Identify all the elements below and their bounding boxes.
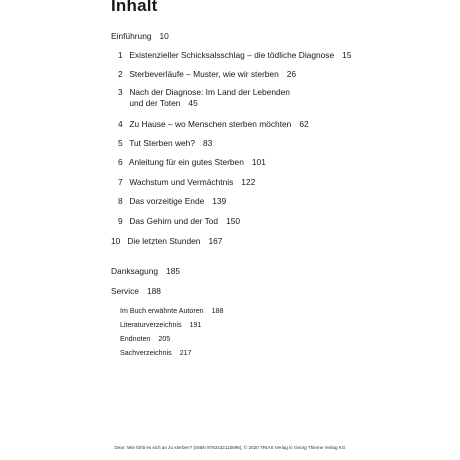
chapter-title: Zu Hause – wo Menschen sterben möchten — [129, 119, 292, 129]
chapter-number: 7 — [118, 177, 123, 187]
toc-chapter-8[interactable] — [118, 196, 226, 207]
toc-chapter-4[interactable] — [118, 119, 309, 130]
chapter-page: 45 — [188, 98, 198, 108]
toc-entry-label: Im Buch erwähnte Autoren — [120, 307, 204, 315]
toc-chapter-5[interactable] — [118, 138, 212, 149]
chapter-title: Sterbeverläufe – Muster, wie wir sterben — [129, 69, 279, 79]
toc-entry-page: 10 — [159, 31, 169, 41]
toc-entry-label: Sachverzeichnis — [120, 349, 172, 357]
chapter-number: 10 — [111, 236, 121, 246]
chapter-page: 62 — [299, 119, 309, 129]
chapter-number: 2 — [118, 69, 123, 79]
toc-entry-intro[interactable] — [111, 31, 169, 42]
copyright-footer: Dear: Wie fühlt es sich an zu sterben? (ISBN 9783432110896), © 2020 TRIAS Verlag in Georg Thieme Verlag KG — [114, 445, 346, 450]
chapter-page: 122 — [241, 177, 256, 187]
chapter-number: 4 — [118, 119, 123, 129]
chapter-number: 1 — [118, 50, 123, 60]
toc-service-item-authors[interactable] — [120, 306, 223, 317]
chapter-number: 3 — [118, 87, 123, 97]
toc-service-item-bibliography[interactable] — [120, 320, 201, 331]
toc-entry-label: Service — [111, 286, 139, 296]
chapter-page: 150 — [226, 216, 241, 226]
toc-chapter-6[interactable] — [118, 157, 266, 168]
chapter-title-continued: und der Toten — [129, 98, 181, 108]
chapter-number: 6 — [118, 157, 123, 167]
toc-entry-label: Danksagung — [111, 266, 159, 276]
chapter-title: Die letzten Stunden — [127, 236, 201, 246]
chapter-title: Nach der Diagnose: Im Land der Lebenden — [129, 87, 290, 97]
toc-chapter-2[interactable] — [118, 69, 296, 80]
toc-service-item-endnotes[interactable] — [120, 334, 170, 345]
chapter-page: 15 — [342, 50, 352, 60]
toc-entry-label: Einführung — [111, 31, 152, 41]
chapter-title: Das Gehirn und der Tod — [129, 216, 219, 226]
chapter-number: 9 — [118, 216, 123, 226]
chapter-page: 26 — [286, 69, 297, 79]
toc-chapter-3[interactable] — [118, 87, 290, 109]
chapter-number: 8 — [118, 196, 123, 206]
chapter-number: 5 — [118, 138, 123, 148]
toc-entry-page: 205 — [158, 335, 171, 343]
chapter-title: Existenzieller Schicksalsschlag – die tödliche Diagnose — [129, 50, 335, 60]
toc-entry-page: 217 — [179, 349, 192, 357]
chapter-page: 83 — [203, 138, 213, 148]
toc-entry-label: Endnoten — [120, 335, 151, 343]
toc-entry-page: 188 — [146, 286, 161, 296]
toc-entry-acknowledgements[interactable] — [111, 266, 180, 277]
toc-entry-page: 185 — [166, 266, 181, 276]
page-title: Inhalt — [111, 0, 158, 15]
chapter-page: 167 — [208, 236, 223, 246]
toc-entry-page: 191 — [189, 321, 202, 329]
toc-chapter-10[interactable] — [111, 236, 222, 247]
chapter-title: Tut Sterben weh? — [129, 138, 195, 148]
chapter-title: Anleitung für ein gutes Sterben — [128, 157, 244, 167]
chapter-title: Wachstum und Vermächtnis — [129, 177, 234, 187]
chapter-title: Das vorzeitige Ende — [129, 196, 205, 206]
toc-chapter-9[interactable] — [118, 216, 240, 227]
chapter-page: 101 — [251, 157, 266, 167]
toc-entry-page: 188 — [211, 307, 224, 315]
toc-entry-service[interactable] — [111, 286, 161, 297]
toc-chapter-1[interactable] — [118, 50, 351, 61]
chapter-page: 139 — [212, 196, 227, 206]
toc-chapter-7[interactable] — [118, 177, 255, 188]
toc-entry-label: Literaturverzeichnis — [120, 321, 182, 329]
toc-service-item-index[interactable] — [120, 348, 192, 359]
